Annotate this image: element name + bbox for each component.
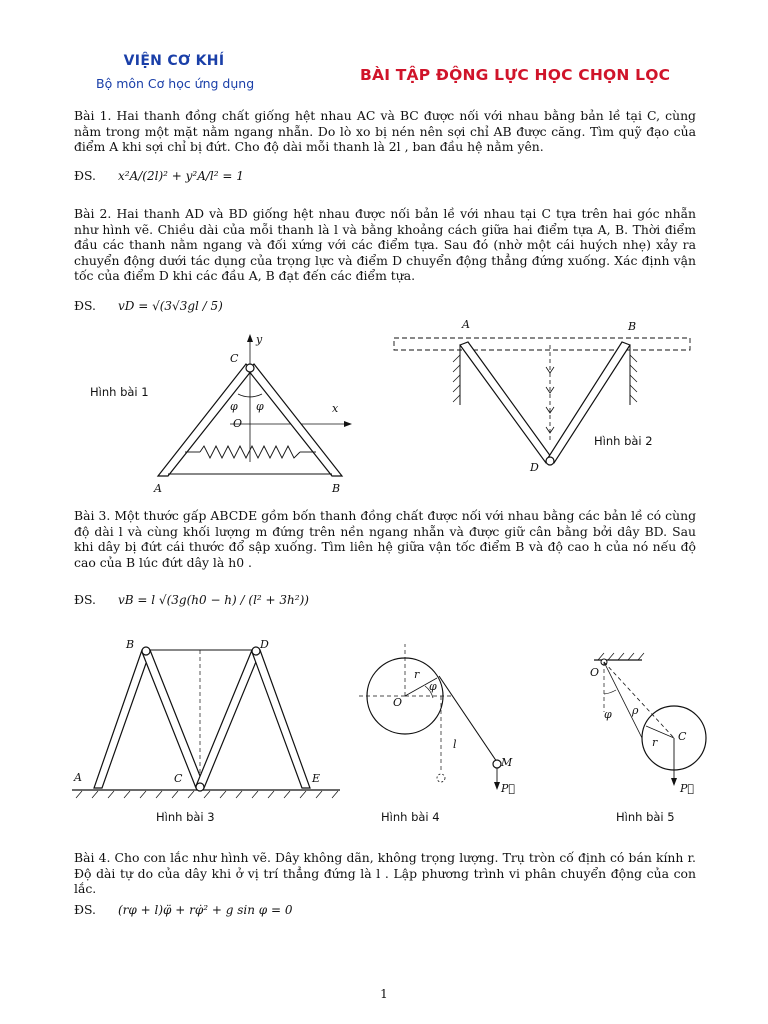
answer-label: ĐS. [74, 298, 96, 313]
figure-4 [355, 640, 535, 830]
answer-formula: (rφ + l)φ̈ + rφ̇² + g sin φ = 0 [118, 903, 293, 917]
figure-1 [80, 330, 360, 500]
institute-name: VIỆN CƠ KHÍ [123, 53, 225, 69]
fig2-caption: Hình bài 2 [594, 434, 653, 448]
fig1-label-phi-left: φ [230, 400, 238, 413]
figure-2 [384, 315, 704, 485]
answer-label: ĐS. [74, 592, 96, 607]
figure-3 [68, 630, 348, 830]
fig3-label-b: B [126, 638, 135, 651]
fig3-label-e: E [312, 772, 321, 785]
fig4-label-m: M [501, 756, 513, 769]
fig4-label-p: P⃗ [501, 782, 516, 795]
fig4-label-r: r [414, 668, 420, 681]
fig3-label-d: D [260, 638, 269, 651]
page-number: 1 [380, 987, 388, 1001]
fig5-label-rho: ρ [632, 704, 639, 717]
document-title: BÀI TẬP ĐỘNG LỰC HỌC CHỌN LỌC [360, 66, 671, 84]
problem-2-answer [74, 298, 223, 313]
fig1-label-c: C [230, 352, 239, 365]
fig3-label-a: A [74, 771, 82, 784]
fig1-label-y: y [256, 333, 263, 346]
fig4-caption: Hình bài 4 [381, 810, 440, 824]
problem-3-text: Bài 3. Một thước gấp ABCDE gồm bốn thanh đồng chất được nối với nhau bằng các bản lề có cùng độ dài l và cùng khối lượng m đứng trên nền ngang nhẵn và được giữ cân bằng bởi dây BD. Sau khi dây bị đứt cái thước đổ sập xuống. Tìm liên hệ giữa vận tốc điểm B và độ cao h của nó nếu độ cao của B lúc đứt dây là h0 . [74, 508, 696, 570]
fig5-caption: Hình bài 5 [616, 810, 675, 824]
answer-formula: x²A/(2l)² + y²A/l² = 1 [118, 169, 244, 183]
problem-1-answer [74, 168, 244, 183]
fig1-label-phi-right: φ [256, 400, 264, 413]
answer-formula: vD = √(3√3gl / 5) [118, 299, 223, 313]
fig4-label-o: O [393, 696, 403, 709]
fig4-label-l: l [453, 738, 457, 751]
fig2-label-a: A [462, 318, 470, 331]
fig5-label-o: O [590, 666, 600, 679]
problem-4-answer [74, 902, 293, 917]
fig5-label-c: C [678, 730, 687, 743]
fig5-label-r: r [652, 736, 658, 749]
fig1-label-a: A [154, 482, 162, 495]
fig3-caption: Hình bài 3 [156, 810, 215, 824]
problem-1-text: Bài 1. Hai thanh đồng chất giống hệt nhau AC và BC được nối với nhau bằng bản lề tại C, cùng nằm trong một mặt nằm ngang nhẵn. Do lò xo bị nén nên sợi chỉ AB được căng. Tìm quỹ đạo của điểm A khi sợi chỉ bị đứt. Cho độ dài mỗi thanh là 2l , ban đầu hệ nằm yên. [74, 108, 696, 154]
answer-label: ĐS. [74, 168, 96, 183]
fig1-label-x: x [332, 402, 339, 415]
fig2-label-b: B [628, 320, 637, 333]
fig3-label-c: C [174, 772, 183, 785]
fig1-caption: Hình bài 1 [90, 385, 149, 399]
department-name: Bộ môn Cơ học ứng dụng [96, 76, 255, 91]
fig4-label-phi: φ [429, 680, 437, 693]
answer-formula: vB = l √(3g(h0 − h) / (l² + 3h²)) [118, 593, 309, 607]
fig5-label-p: P⃗ [680, 782, 695, 795]
fig1-label-o: O [233, 417, 243, 430]
fig1-label-b: B [332, 482, 341, 495]
fig2-label-d: D [530, 461, 539, 474]
problem-4-text: Bài 4. Cho con lắc như hình vẽ. Dây không dãn, không trọng lượng. Trụ tròn cố định có bán kính r. Độ dài tự do của dây khi ở vị trí thẳng đứng là l . Lập phương trình vi phân chuyển động của con lắc. [74, 850, 696, 896]
problem-2-text: Bài 2. Hai thanh AD và BD giống hệt nhau được nối bản lề với nhau tại C tựa trên hai góc nhẵn như hình vẽ. Chiều dài của mỗi thanh là l và bằng khoảng cách giữa hai điểm tựa A, B. Thời điểm đầu các thanh nằm ngang và đối xứng với các điểm tựa. Sau đó (nhờ một cái huých nhẹ) xảy ra chuyển động dưới tác dụng của trọng lực và điểm D chuyển động thẳng đứng xuống. Xác định vận tốc của điểm D khi các đầu A, B đạt đến các điểm tựa. [74, 206, 696, 283]
problem-3-answer [74, 592, 309, 607]
answer-label: ĐS. [74, 902, 96, 917]
figure-5 [580, 650, 740, 830]
fig5-label-phi: φ [604, 708, 612, 721]
